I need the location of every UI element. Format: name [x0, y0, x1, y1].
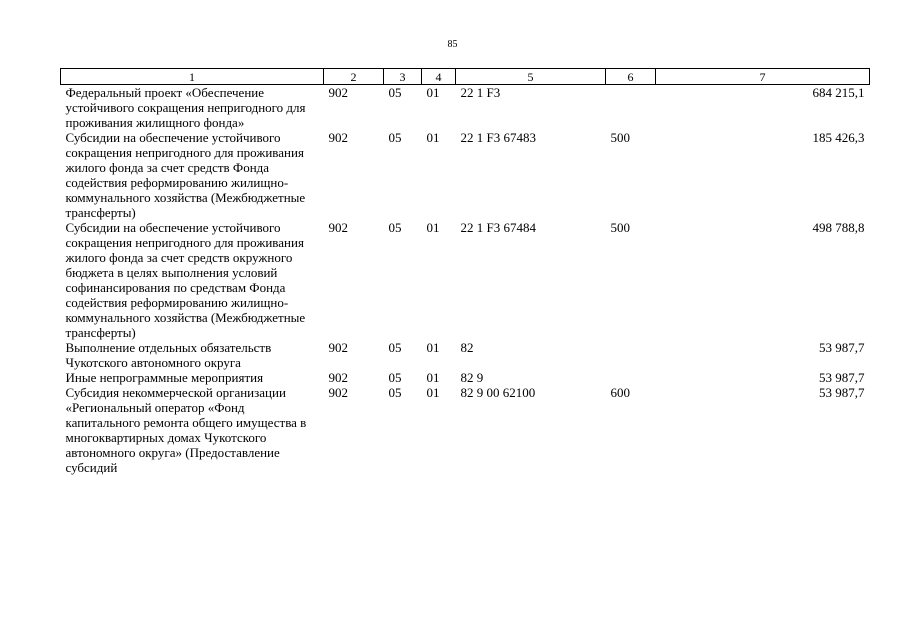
- row-col-6: 500: [610, 130, 630, 145]
- row-col-5: 82: [460, 340, 474, 355]
- column-header-3: 3: [384, 69, 422, 85]
- row-amount: 53 987,7: [819, 385, 865, 400]
- row-amount: 498 788,8: [812, 220, 865, 235]
- row-amount: 684 215,1: [812, 85, 865, 100]
- column-header-6: 6: [606, 69, 656, 85]
- column-header-5: 5: [456, 69, 606, 85]
- table-row: [61, 385, 870, 475]
- row-col-2: 902: [328, 130, 348, 145]
- column-header-7: 7: [656, 69, 870, 85]
- row-col-6: 500: [610, 220, 630, 235]
- row-col-4: 01: [426, 340, 440, 355]
- header-row: [61, 69, 870, 85]
- row-col-4: 01: [426, 85, 440, 100]
- row-col-2: 902: [328, 220, 348, 235]
- table-row: [61, 340, 870, 370]
- row-col-5: 22 1 F3 67483: [460, 130, 536, 145]
- row-col-6: [606, 370, 656, 385]
- row-col-2: 902: [328, 340, 348, 355]
- row-name: Субсидии на обеспечение устойчивого сокращения непригодного для проживания жилого фонда за счет средств Фонда содействия реформированию жилищно-коммунального хозяйства (Межбюджетные трансферты): [65, 130, 306, 220]
- row-col-4: 01: [426, 385, 440, 400]
- row-name: Федеральный проект «Обеспечение устойчивого сокращения непригодного для проживания жилищного фонда»: [65, 85, 306, 130]
- row-amount: 185 426,3: [812, 130, 865, 145]
- column-header-4: 4: [422, 69, 456, 85]
- row-col-5: 82 9: [460, 370, 484, 385]
- table-row: [61, 85, 870, 131]
- row-col-3: 05: [388, 220, 402, 235]
- row-col-4: 01: [426, 370, 440, 385]
- row-col-3: 05: [388, 130, 402, 145]
- table-row: [61, 130, 870, 220]
- row-col-3: 05: [388, 385, 402, 400]
- row-amount: 53 987,7: [819, 340, 865, 355]
- row-col-6: [606, 85, 656, 131]
- table-row: [61, 220, 870, 340]
- row-amount: 53 987,7: [819, 370, 865, 385]
- row-col-4: 01: [426, 130, 440, 145]
- row-col-6: 600: [610, 385, 630, 400]
- row-col-3: 05: [388, 370, 402, 385]
- row-name: Субсидия некоммерческой организации «Региональный оператор «Фонд капитального ремонта общего имущества в многоквартирных домах Чукотского автономного округа» (Предоставление субсидий: [65, 385, 307, 475]
- row-col-6: [606, 340, 656, 370]
- row-col-5: 82 9 00 62100: [460, 385, 536, 400]
- row-col-5: 22 1 F3 67484: [460, 220, 536, 235]
- row-col-2: 902: [328, 85, 348, 100]
- column-header-1: 1: [61, 69, 324, 85]
- budget-table: [60, 68, 870, 475]
- row-col-2: 902: [328, 385, 348, 400]
- table-row: [61, 370, 870, 385]
- row-name: Иные непрограммные мероприятия: [65, 370, 264, 385]
- row-name: Субсидии на обеспечение устойчивого сокращения непригодного для проживания жилого фонда за счет средств окружного бюджета в целях выполнения условий софинансирования по средствам Фонда содействия реформированию жилищно-коммунального хозяйства (Межбюджетные трансферты): [65, 220, 306, 340]
- row-col-3: 05: [388, 340, 402, 355]
- column-header-2: 2: [324, 69, 384, 85]
- row-name: Выполнение отдельных обязательств Чукотского автономного округа: [65, 340, 272, 370]
- page-number: 85: [447, 39, 458, 50]
- row-col-2: 902: [328, 370, 348, 385]
- row-col-3: 05: [388, 85, 402, 100]
- row-col-5: 22 1 F3: [460, 85, 501, 100]
- row-col-4: 01: [426, 220, 440, 235]
